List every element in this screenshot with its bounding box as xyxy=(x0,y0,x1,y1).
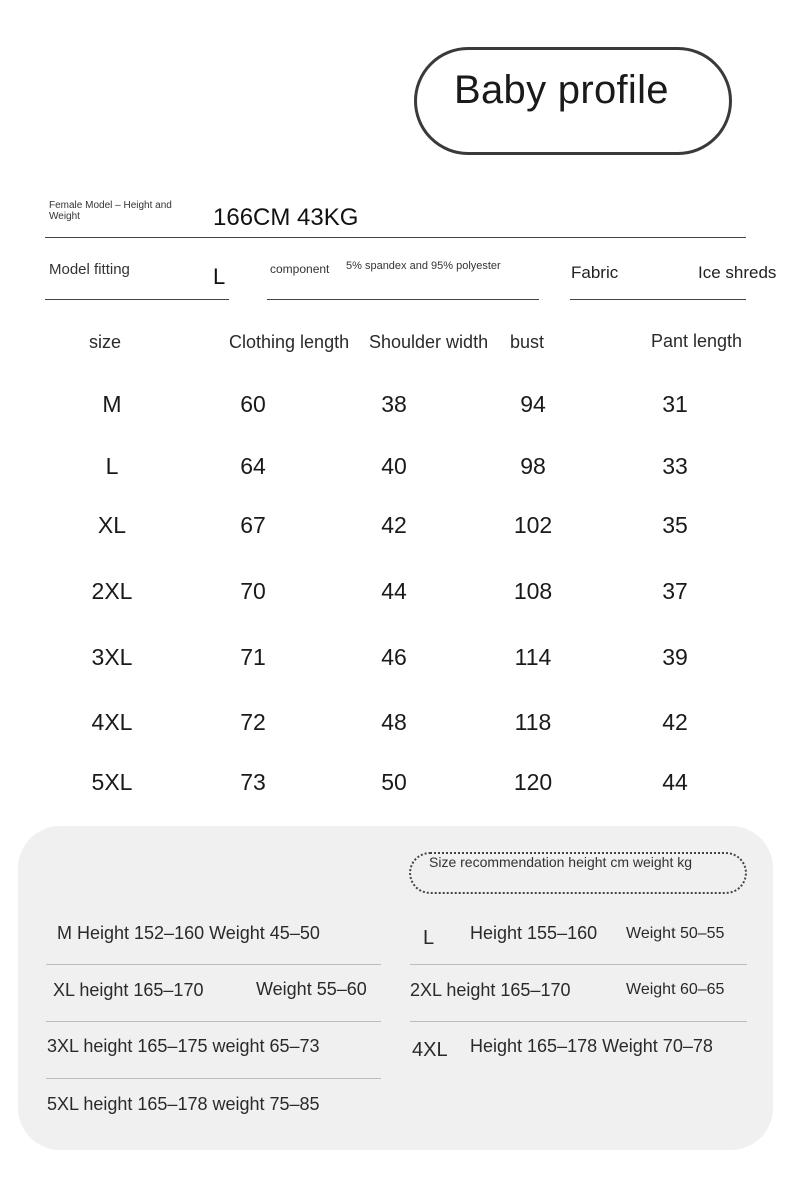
bust-cell: 102 xyxy=(513,512,553,538)
recommendation-3xl: 3XL height 165–175 weight 65–73 xyxy=(47,1036,320,1056)
bust-cell: 94 xyxy=(520,391,546,417)
clothing-length-cell: 60 xyxy=(240,391,266,417)
pant-length-cell: 33 xyxy=(662,453,688,479)
model-fitting-label: Model fitting xyxy=(49,261,130,278)
column-header-pant-length: Pant length xyxy=(651,331,743,351)
size-cell: L xyxy=(105,453,119,479)
recommendation-l-size: L xyxy=(423,927,435,949)
model-height-weight-value: 166CM 43KG xyxy=(213,204,359,231)
divider-line xyxy=(45,237,746,238)
recommendation-4xl: Height 165–178 Weight 70–78 xyxy=(470,1036,713,1056)
divider-line xyxy=(46,964,381,965)
pant-length-cell: 37 xyxy=(662,578,688,604)
divider-line xyxy=(45,299,229,300)
shoulder-width-cell: 42 xyxy=(381,512,407,538)
recommendation-4xl-size: 4XL xyxy=(412,1039,448,1061)
size-cell: M xyxy=(102,391,122,417)
recommendation-l-weight: Weight 50–55 xyxy=(626,925,725,942)
recommendation-5xl: 5XL height 165–178 weight 75–85 xyxy=(47,1094,320,1114)
recommendation-xl-weight: Weight 55–60 xyxy=(256,979,367,999)
shoulder-width-cell: 40 xyxy=(381,453,407,479)
divider-line xyxy=(410,1021,747,1022)
size-cell: 2XL xyxy=(91,578,133,604)
fabric-label: Fabric xyxy=(571,263,619,282)
column-header-clothing-length: Clothing length xyxy=(229,332,350,352)
clothing-length-cell: 64 xyxy=(240,453,266,479)
divider-line xyxy=(46,1021,381,1022)
pant-length-cell: 42 xyxy=(662,709,688,735)
component-label: component xyxy=(270,262,330,276)
size-cell: 4XL xyxy=(91,709,133,735)
pant-length-cell: 39 xyxy=(662,644,688,670)
size-cell: XL xyxy=(97,512,127,538)
shoulder-width-cell: 46 xyxy=(381,644,407,670)
clothing-length-cell: 72 xyxy=(240,709,266,735)
divider-line xyxy=(410,964,747,965)
component-value: 5% spandex and 95% polyester xyxy=(346,260,501,272)
recommendation-l-height: Height 155–160 xyxy=(470,923,598,943)
shoulder-width-cell: 44 xyxy=(381,578,407,604)
pant-length-cell: 31 xyxy=(662,391,688,417)
bust-cell: 120 xyxy=(513,769,553,795)
bust-cell: 114 xyxy=(514,644,552,670)
clothing-length-cell: 70 xyxy=(240,578,266,604)
divider-line xyxy=(267,299,539,300)
size-cell: 3XL xyxy=(91,644,133,670)
pant-length-cell: 35 xyxy=(662,512,688,538)
pant-length-cell: 44 xyxy=(662,769,688,795)
divider-line xyxy=(46,1078,381,1079)
size-cell: 5XL xyxy=(91,769,133,795)
divider-line xyxy=(570,299,746,300)
recommendation-2xl-weight: Weight 60–65 xyxy=(626,981,725,998)
shoulder-width-cell: 50 xyxy=(381,769,407,795)
model-fitting-value: L xyxy=(213,264,226,289)
clothing-length-cell: 73 xyxy=(240,769,266,795)
recommendation-heading: Size recommendation height cm weight kg xyxy=(429,854,693,870)
recommendation-2xl-height: 2XL height 165–170 xyxy=(410,980,571,1000)
page-title: Baby profile xyxy=(454,68,669,112)
recommendation-m: M Height 152–160 Weight 45–50 xyxy=(57,923,320,943)
bust-cell: 118 xyxy=(514,709,552,735)
fabric-value: Ice shreds xyxy=(698,263,777,282)
shoulder-width-cell: 38 xyxy=(381,391,407,417)
clothing-length-cell: 67 xyxy=(240,512,266,538)
recommendation-xl-height: XL height 165–170 xyxy=(53,980,204,1000)
bust-cell: 98 xyxy=(520,453,546,479)
shoulder-width-cell: 48 xyxy=(381,709,407,735)
bust-cell: 108 xyxy=(513,578,553,604)
clothing-length-cell: 71 xyxy=(240,644,266,670)
column-header-shoulder-width: Shoulder width xyxy=(369,332,489,352)
model-height-weight-label: Female Model – Height and Weight xyxy=(49,200,172,222)
column-header-size: size xyxy=(89,332,122,352)
column-header-bust: bust xyxy=(510,332,545,352)
